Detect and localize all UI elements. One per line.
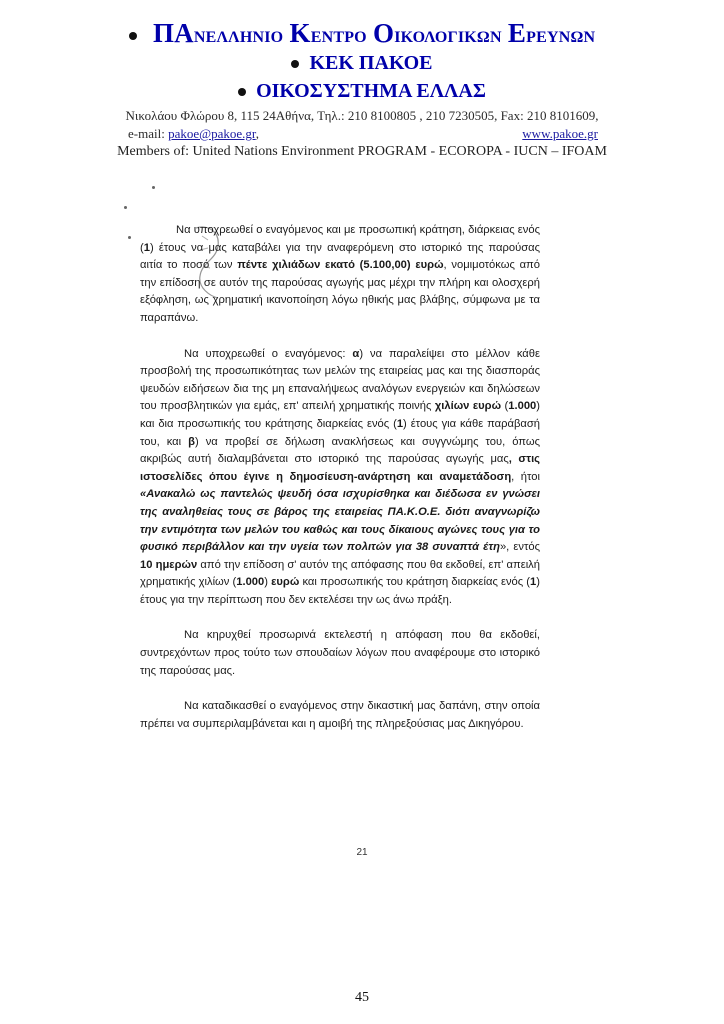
text-run: από την επίδοση σ' αυτόν της απόφασης που θα εκδοθεί, επ' απειλή χρηματικής χιλίων (	[140, 558, 540, 589]
text-run: πέντε χιλιάδων εκατό (5.100,00) ευρώ	[237, 259, 444, 272]
text-run: Να καταδικασθεί ο εναγόμενος στην δικαστική μας δαπάνη, στην οποία πρέπει να συμπεριλαμβάνεται και η αμοιβή της πληρεξούσιας μας Δικηγόρου.	[140, 700, 540, 730]
text-run: Να υποχρεωθεί ο εναγόμενος:	[184, 347, 353, 360]
org-name-initial: Ε	[507, 18, 527, 48]
org-name-initial: ΠΑ	[152, 18, 194, 48]
email-label: e-mail:	[128, 126, 165, 141]
bullet-icon	[129, 32, 137, 40]
text-run: και προσωπικής του κράτηση διαρκείας ενός (	[299, 576, 531, 589]
paragraph	[140, 222, 540, 328]
org-name-line	[0, 18, 724, 49]
text-run: ) έτους για κάθε παράβασή του, και	[140, 417, 540, 448]
text-run: , νομιμοτόκως από την επίδοση σε αυτόν της παρούσας αγωγής μας μέχρι την πλήρη και ολοσχερή εξόφληση, ως χρηματική ικανοποίηση λόγω ηθικής μας βλάβης, σύμφωνα με τα παραπάνω.	[140, 259, 540, 324]
paragraph	[140, 627, 540, 680]
website-link[interactable]: www.pakoe.gr	[522, 126, 598, 141]
paragraph	[140, 698, 540, 733]
text-run: 1.000	[508, 400, 537, 413]
text-run: ) να προβεί σε δήλωση ανακλήσεως και συγγνώμης του, όπως ακριβώς αυτή διαλαμβάνεται στο ιστορικό της παρούσας αγωγής μας	[140, 435, 540, 466]
text-run: 1	[396, 417, 404, 430]
text-run: )	[264, 576, 272, 589]
document-body	[140, 222, 540, 751]
text-run: α	[352, 347, 360, 360]
text-run: , στις ιστοσελίδες όπου έγινε η δημοσίευση-ανάρτηση και αναμετάδοση	[140, 453, 540, 483]
org-name-initial: Κ	[289, 18, 311, 48]
bullet-icon	[238, 88, 246, 96]
text-run: », εντός	[499, 541, 540, 554]
text-run: χιλίων ευρώ	[434, 400, 502, 413]
text-run: «Ανακαλώ ως παντελώς ψευδή όσα ισχυρίσθηκα και διέδωσα εν γνώσει της αναληθείας τους σε βάρος της εταιρείας ΠΑ.Κ.Ο.Ε. διότι αναγνωρίζω την εντιμότητα των μελών του καθώς και τους δίκαιους αγώνες τους για το φυσικό περιβάλλον και την υγεία των πολιτών για 38 συναπτά έτη	[140, 488, 540, 554]
text-run: β	[188, 435, 195, 448]
email-group	[128, 126, 259, 142]
kek-line	[0, 52, 724, 75]
text-run: Να κηρυχθεί προσωρινά εκτελεστή η απόφαση που θα εκδοθεί, συντρεχόντων προς τούτο των σπουδαίων λόγων που αναφέρουμε στο ιστορικό της παρούσας μας.	[140, 629, 540, 677]
members-line: Members of: United Nations Environment PROGRAM - ECOROPA - IUCN – IFOAM	[117, 144, 607, 159]
email-link[interactable]: pakoe@pakoe.gr	[168, 126, 256, 141]
bullet-icon	[291, 60, 299, 68]
email-suffix: ,	[255, 126, 259, 141]
text-run: 1	[143, 241, 150, 254]
org-name-word: ΕΝΤΡΟ	[310, 29, 367, 46]
text-run: ευρώ	[271, 576, 300, 589]
scan-speck	[152, 186, 155, 189]
org-name-initial: Ο	[373, 18, 395, 48]
text-run: ) έτους να μας καταβάλει για την αναφερόμενη στο ιστορικό της παρούσας αιτία το ποσό των	[140, 241, 540, 272]
inner-page-number: 21	[356, 847, 368, 858]
text-run: Να υποχρεωθεί ο εναγόμενος και με προσωπική κράτηση, διάρκειας ενός (	[140, 224, 540, 254]
text-run: , ήτοι	[511, 470, 540, 483]
text-run: ) και δια προσωπικής του κράτησης διαρκείας ενός (	[140, 400, 541, 430]
kek-title: ΚΕΚ ΠΑΚΟΕ	[309, 52, 433, 74]
org-name-word: ΝΕΛΛΗΝΙΟ	[193, 29, 284, 46]
text-run: ) έτους για την περίπτωση που δεν εκτελέσει την ως άνω πράξη.	[140, 576, 540, 606]
scan-speck	[128, 236, 131, 239]
ecosystem-line	[0, 80, 724, 103]
org-name-word: ΡΕΥΝΩΝ	[526, 29, 596, 46]
text-run: 1	[530, 576, 537, 589]
text-run: 10 ημερών	[140, 558, 198, 571]
paragraph	[140, 346, 540, 610]
text-run: (	[501, 400, 509, 413]
text-run: 1.000	[236, 576, 265, 589]
page-number: 45	[355, 990, 369, 1005]
text-run: ) να παραλείψει στο μέλλον κάθε προσβολή της προσωπικότητας των μελών της εταιρείας μας και της διασποράς ψευδών ειδήσεων δια της μη επαναλήψεως αναλόγων ενεργειών και δηλώσεων του προσβλητικών για εμάς, επ' απειλή χρηματικής ποινής	[140, 347, 540, 413]
address-line: Νικολάου Φλώρου 8, 115 24Αθήνα, Τηλ.: 210 8100805 , 210 7230505, Fax: 210 8101609,	[125, 108, 599, 123]
scan-speck	[124, 206, 127, 209]
org-name-word: ΙΚΟΛΟΓΙΚΩΝ	[394, 29, 502, 46]
ecosystem-title: ΟΙΚΟΣΥΣΤΗΜΑ ΕΛΛΑΣ	[256, 80, 486, 102]
